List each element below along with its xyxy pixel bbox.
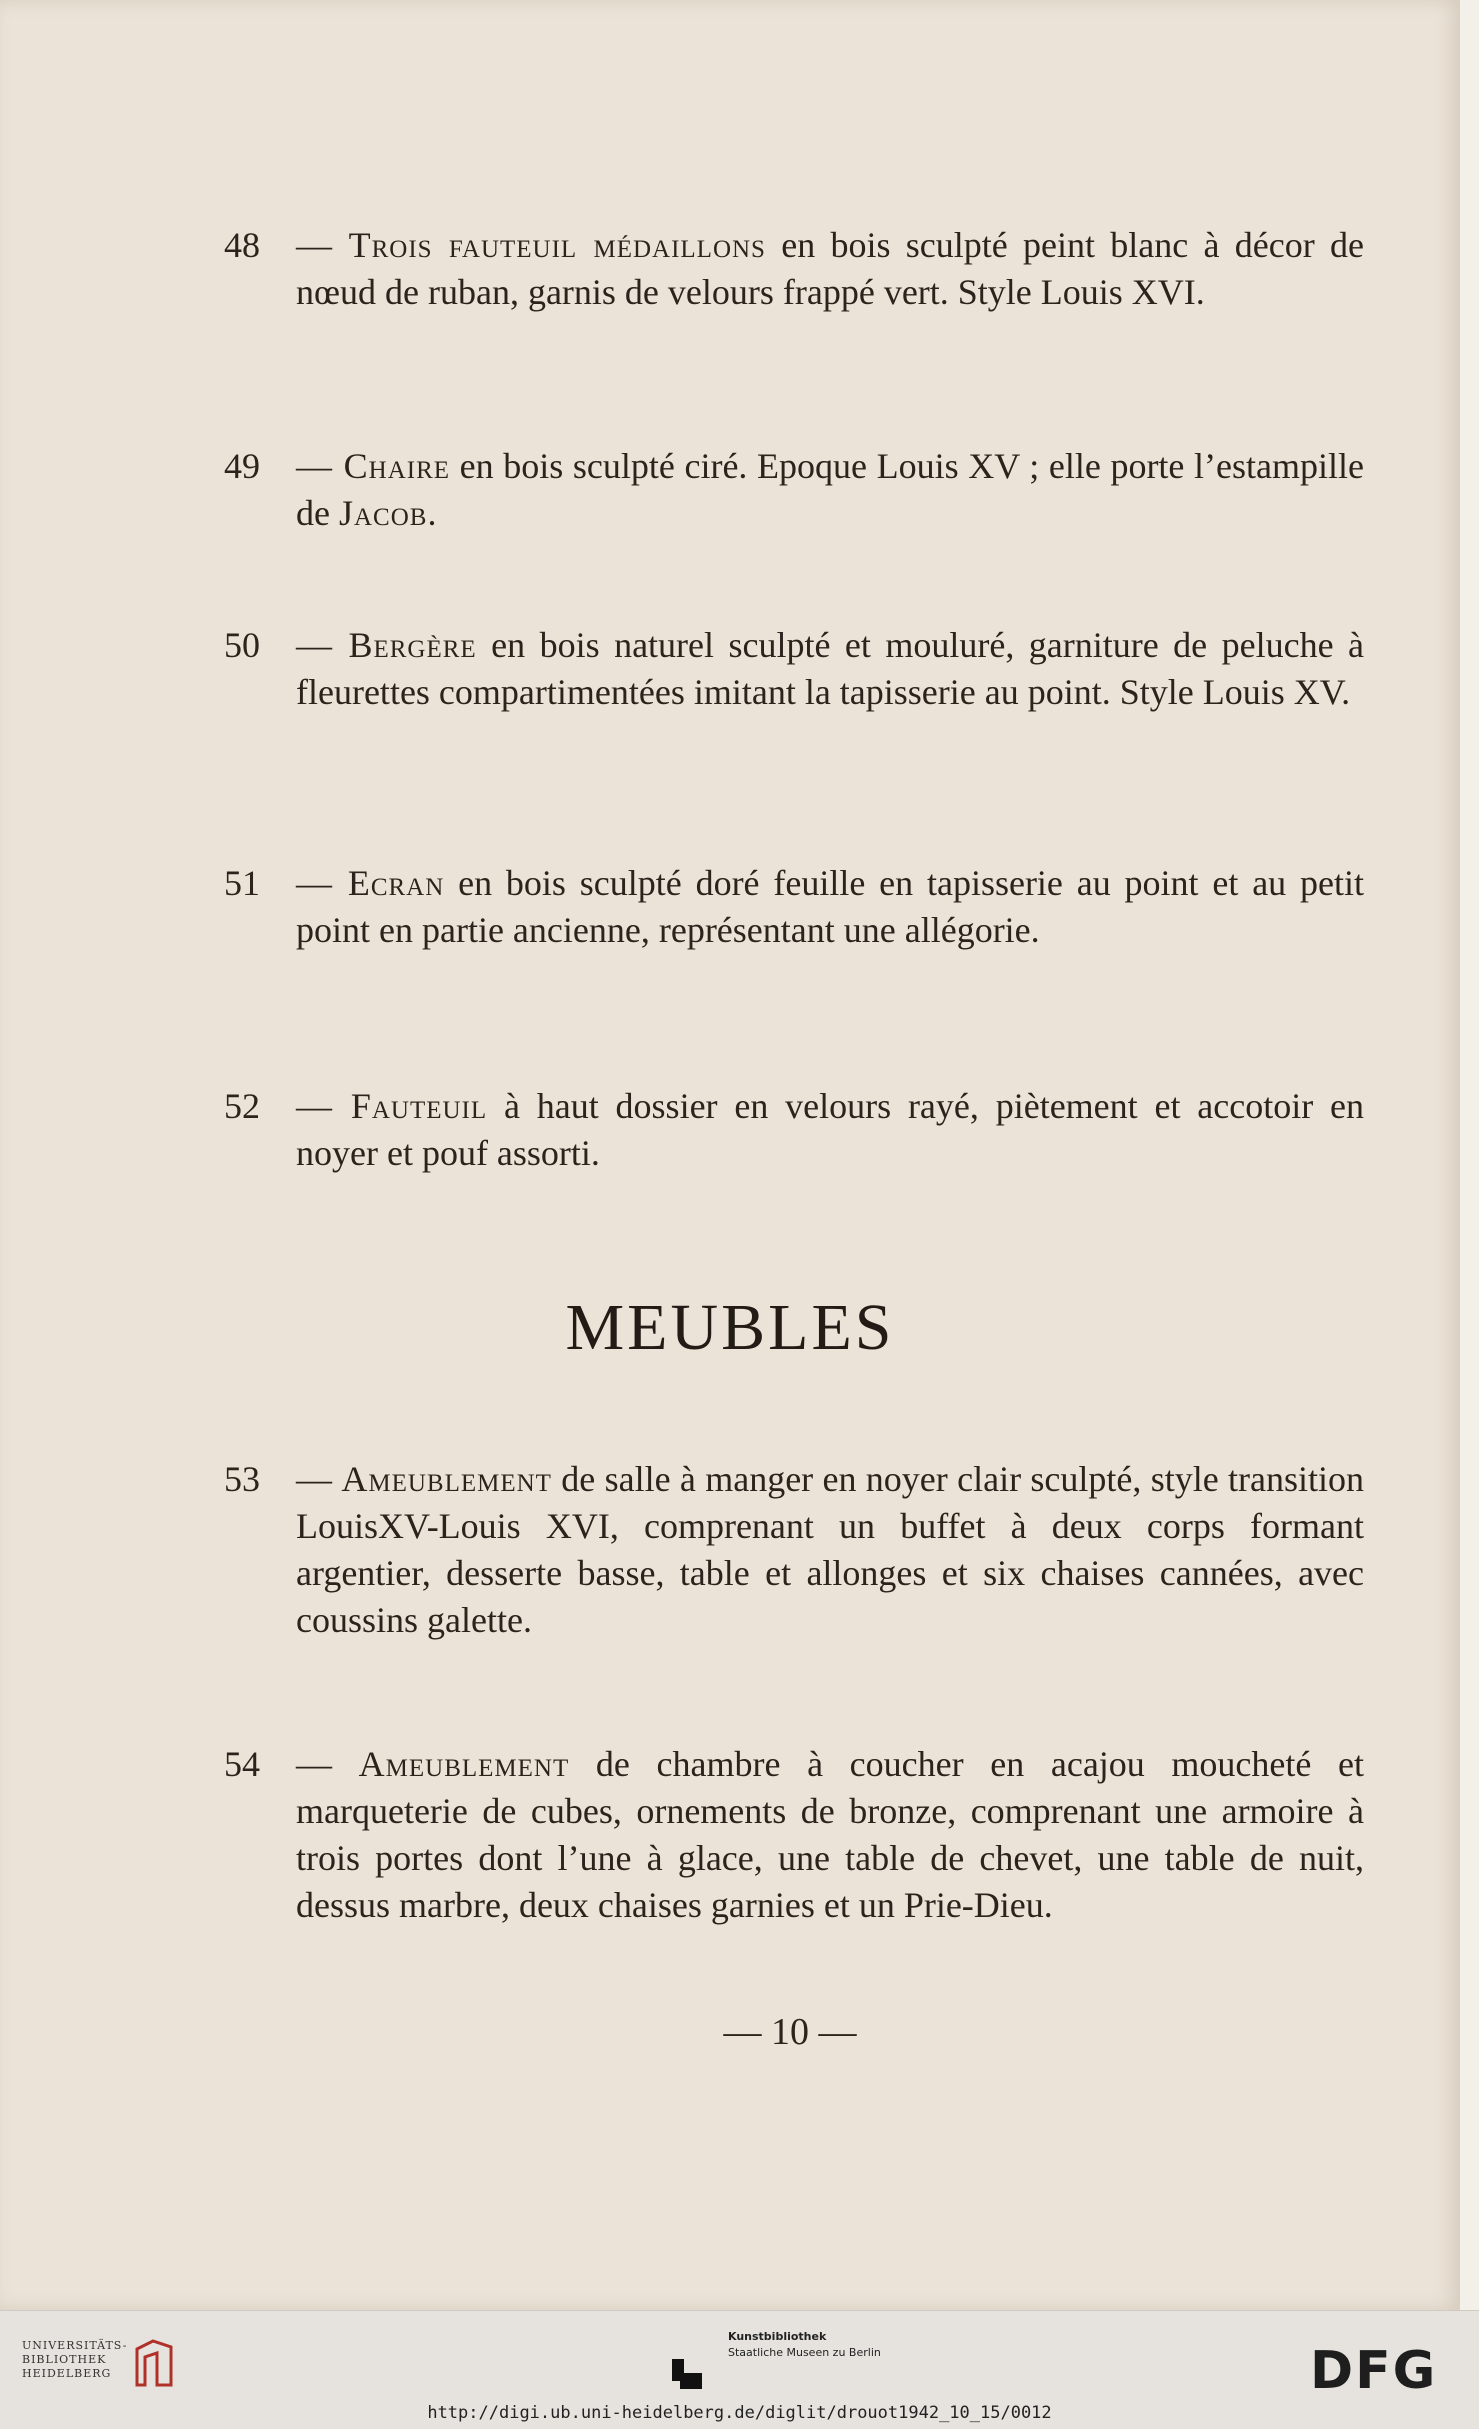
- page-edge: [1460, 0, 1479, 2310]
- entry-body: [296, 1741, 1364, 1929]
- entry-lead: — Ameublement: [296, 1744, 570, 1784]
- entry-text: en bois sculpté doré feuille en tapisserie au point et au petit point en partie ancienne, représentant une allégorie.: [296, 863, 1364, 950]
- entry-text: de chambre à coucher en acajou moucheté et marqueterie de cubes, ornements de bronze, comprenant une armoire à trois portes dont l’une à glace, une table de chevet, une table de nuit, dessus marbre, deux chaises garnies et un Prie-Dieu.: [296, 1744, 1364, 1925]
- catalog-entry-50: [224, 622, 1364, 716]
- entry-body: [296, 860, 1364, 954]
- kunstbibliothek-label: [728, 2329, 881, 2361]
- university-logo-line: BIBLIOTHEK: [22, 2353, 107, 2366]
- source-url-link[interactable]: http://digi.ub.uni-heidelberg.de/diglit/drouot1942_10_15/0012: [427, 2403, 1052, 2423]
- entry-text: en bois sculpté peint blanc à décor de nœud de ruban, garnis de velours frappé vert. Style Louis XVI.: [296, 225, 1364, 312]
- entry-number: 53: [224, 1459, 260, 1499]
- entry-tail: .: [427, 493, 437, 533]
- page-number: — 10 —: [723, 2011, 857, 2053]
- entry-lead: — Ameublement: [296, 1459, 552, 1499]
- entry-text: de salle à manger en noyer clair sculpté, style transition LouisXV-Louis XVI, comprenant un buffet à deux corps formant argentier, desserte basse, table et allonges et six chaises cannées, avec coussins galette.: [296, 1459, 1365, 1640]
- entry-number: 50: [224, 625, 260, 665]
- entry-lead: — Chaire: [296, 446, 451, 486]
- catalog-entry-54: [224, 1741, 1364, 1929]
- catalog-entry-52: [224, 1083, 1364, 1177]
- entry-number: 52: [224, 1086, 260, 1126]
- catalog-entry-53: [224, 1456, 1364, 1644]
- entry-number: 54: [224, 1744, 260, 1784]
- catalog-entry-49: [224, 443, 1364, 537]
- catalog-entry-51: [224, 860, 1364, 954]
- entry-lead: — Ecran: [296, 863, 445, 903]
- entry-number: 51: [224, 863, 260, 903]
- dfg-logo: DFG: [1310, 2341, 1438, 2401]
- entry-number: 48: [224, 225, 260, 265]
- kunstbibliothek-name: Kunstbibliothek: [728, 2330, 827, 2343]
- entry-maker: Jacob: [338, 493, 428, 533]
- entry-lead: — Bergère: [296, 625, 477, 665]
- catalog-entry-48: [224, 222, 1364, 316]
- entry-body: [296, 443, 1364, 537]
- university-logo-line: HEIDELBERG: [22, 2367, 112, 2380]
- university-seal-icon: [133, 2339, 175, 2389]
- entry-text: à haut dossier en velours rayé, piètement et accotoir en noyer et pouf assorti.: [296, 1086, 1364, 1173]
- kunstbibliothek-logo-icon: [670, 2359, 704, 2389]
- entry-number: 49: [224, 446, 260, 486]
- entry-body: [296, 222, 1364, 316]
- entry-body: [296, 1456, 1364, 1644]
- entry-lead: — Fauteuil: [296, 1086, 488, 1126]
- university-logo-line: UNIVERSITÄTS-: [22, 2339, 128, 2352]
- digitization-footer: [0, 2310, 1479, 2429]
- entry-text: en bois naturel sculpté et mouluré, garniture de peluche à fleurettes compartimentées imitant la tapisserie au point. Style Louis XV.: [296, 625, 1364, 712]
- entry-lead: — Trois fauteuil médaillons: [296, 225, 766, 265]
- section-title: MEUBLES: [565, 1291, 895, 1364]
- entry-body: [296, 1083, 1364, 1177]
- entry-body: [296, 622, 1364, 716]
- kunstbibliothek-subtitle: Staatliche Museen zu Berlin: [728, 2346, 881, 2359]
- university-library-logo: [22, 2339, 127, 2381]
- entry-text: en bois sculpté ciré. Epoque Louis XV ; elle porte l’estampille de: [296, 446, 1364, 533]
